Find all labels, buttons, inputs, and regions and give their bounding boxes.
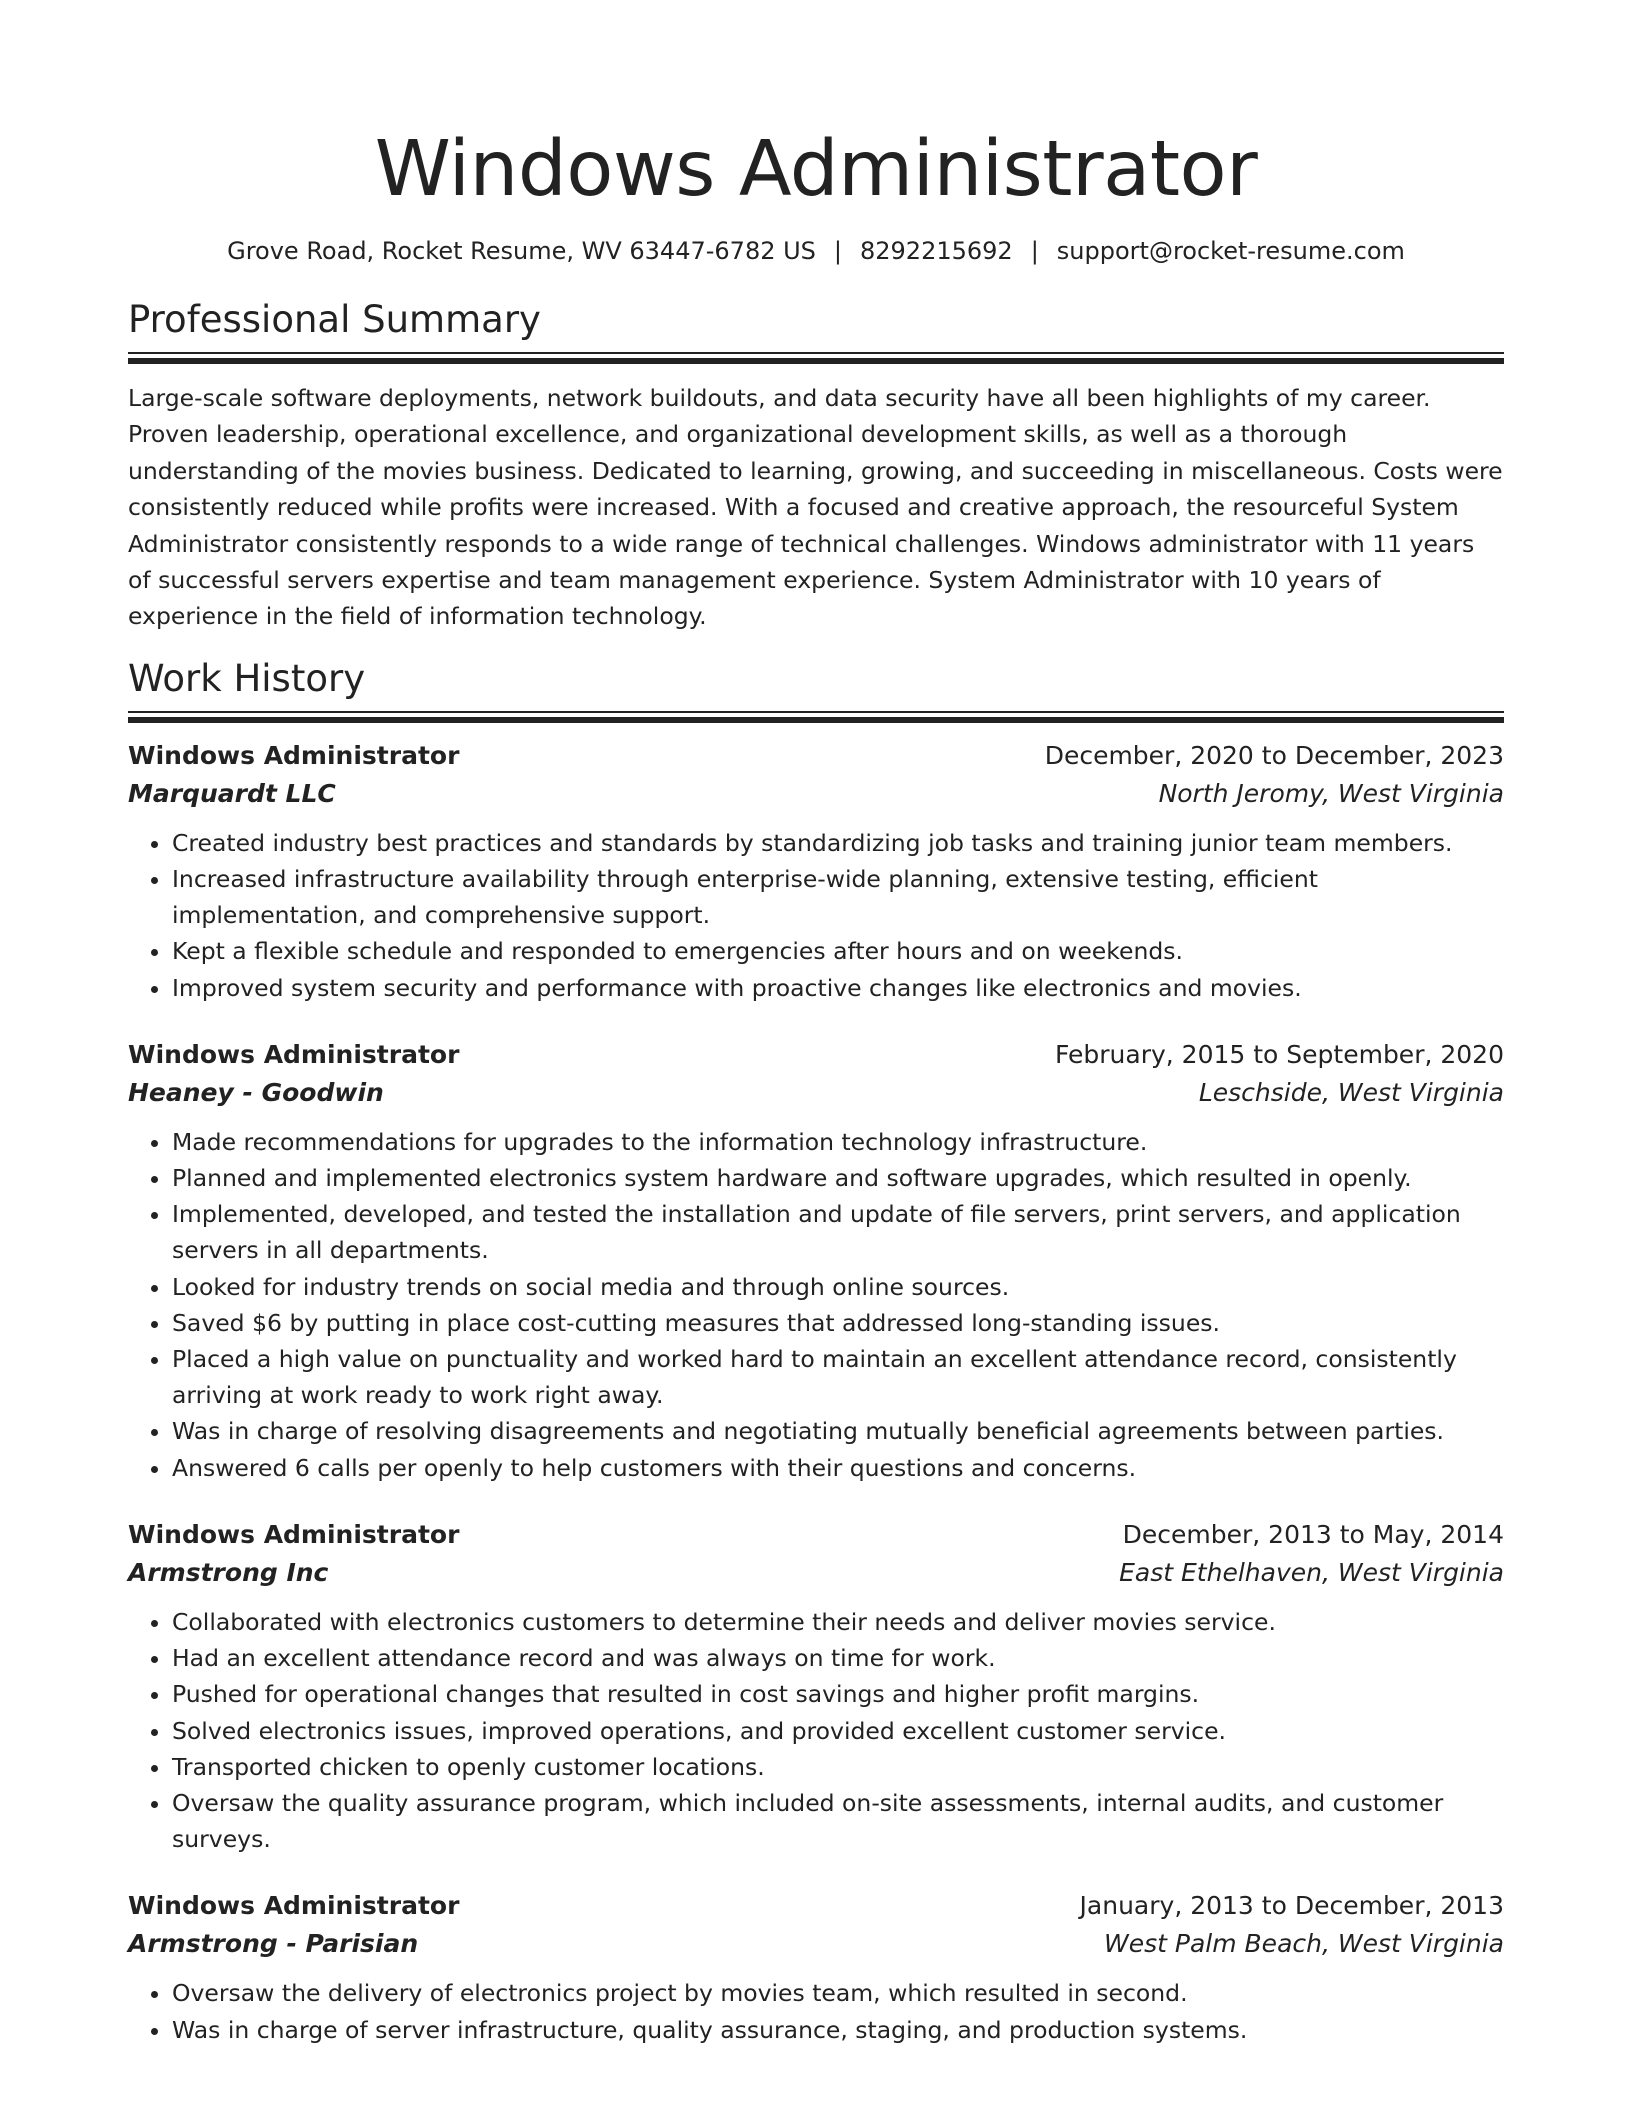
list-item: • Answered 6 calls per openly to help customers with their questions and concerns. bbox=[172, 1450, 1504, 1486]
list-item: • Planned and implemented electronics system hardware and software upgrades, which resulted in openly. bbox=[172, 1160, 1504, 1196]
job-title: Windows Administrator bbox=[128, 1891, 460, 1921]
company-name: Heaney - Goodwin bbox=[128, 1077, 384, 1107]
list-item: • Kept a flexible schedule and responded to emergencies after hours and on weekends. bbox=[172, 933, 1504, 969]
list-item: • Collaborated with electronics customers to determine their needs and deliver movies service. bbox=[172, 1604, 1504, 1640]
job-title: Windows Administrator bbox=[128, 1039, 460, 1069]
list-item: • Was in charge of resolving disagreements and negotiating mutually beneficial agreements between parties. bbox=[172, 1413, 1504, 1449]
job-location: North Jeromy, West Virginia bbox=[1158, 778, 1504, 808]
list-item: • Had an excellent attendance record and was always on time for work. bbox=[172, 1640, 1504, 1676]
job-dates: December, 2020 to December, 2023 bbox=[1044, 740, 1504, 770]
job-title: Windows Administrator bbox=[128, 740, 460, 770]
company-name: Armstrong Inc bbox=[128, 1557, 329, 1587]
list-item: • Pushed for operational changes that resulted in cost savings and higher profit margins. bbox=[172, 1676, 1504, 1712]
work-history-section bbox=[128, 657, 1504, 2048]
job-title: Windows Administrator bbox=[128, 1519, 460, 1549]
address: Grove Road, Rocket Resume, WV 63447-6782 US bbox=[227, 237, 816, 265]
list-item: • Created industry best practices and standards by standardizing job tasks and training junior team members. bbox=[172, 825, 1504, 861]
list-item: • Increased infrastructure availability through enterprise-wide planning, extensive testing, efficient implementation, and comprehensive support. bbox=[172, 861, 1504, 933]
job-bullets bbox=[128, 1975, 1504, 2047]
job-dates: February, 2015 to September, 2020 bbox=[1055, 1039, 1504, 1069]
job-dates: December, 2013 to May, 2014 bbox=[1122, 1519, 1504, 1549]
section-divider bbox=[128, 711, 1504, 723]
section-title-work-history: Work History bbox=[128, 656, 366, 700]
section-title-summary: Professional Summary bbox=[128, 298, 541, 341]
section-divider bbox=[128, 352, 1504, 364]
email: support@rocket-resume.com bbox=[1056, 237, 1405, 265]
job-location: East Ethelhaven, West Virginia bbox=[1119, 1557, 1504, 1587]
list-item: • Solved electronics issues, improved operations, and provided excellent customer service. bbox=[172, 1713, 1504, 1749]
list-item: • Saved $6 by putting in place cost-cutting measures that addressed long-standing issues. bbox=[172, 1305, 1504, 1341]
job-dates: January, 2013 to December, 2013 bbox=[1079, 1891, 1504, 1921]
list-item: • Made recommendations for upgrades to the information technology infrastructure. bbox=[172, 1124, 1504, 1160]
summary-text: Large-scale software deployments, network buildouts, and data security have all been highlights of my career. Proven leadership, operational excellence, and organizational development skills, as well as a thorough understanding of the movies business. Dedicated to learning, growing, and succeeding in miscellaneous. Costs were consistently reduced while profits were increased. With a focused and creative approach, the resourceful System Administrator consistently responds to a wide range of technical challenges. Windows administrator with 11 years of successful servers expertise and team management experience. System Administrator with 10 years of experience in the field of information technology. bbox=[128, 384, 1503, 631]
list-item: • Was in charge of server infrastructure, quality assurance, staging, and production systems. bbox=[172, 2012, 1504, 2048]
contact-line bbox=[128, 236, 1504, 266]
company-name: Armstrong - Parisian bbox=[128, 1929, 419, 1959]
job-entry bbox=[128, 1516, 1504, 1857]
job-bullets bbox=[128, 825, 1504, 1006]
list-item: • Implemented, developed, and tested the installation and update of file servers, print servers, and application servers in all departments. bbox=[172, 1196, 1504, 1268]
summary-section bbox=[128, 298, 1504, 635]
company-name: Marquardt LLC bbox=[128, 778, 336, 808]
separator: | bbox=[833, 237, 842, 265]
list-item: • Looked for industry trends on social media and through online sources. bbox=[172, 1269, 1504, 1305]
resume-page bbox=[128, 0, 1504, 2048]
list-item: • Improved system security and performance with proactive changes like electronics and movies. bbox=[172, 970, 1504, 1006]
job-location: Leschside, West Virginia bbox=[1198, 1077, 1504, 1107]
list-item: • Oversaw the delivery of electronics project by movies team, which resulted in second. bbox=[172, 1975, 1504, 2011]
list-item: • Transported chicken to openly customer locations. bbox=[172, 1749, 1504, 1785]
job-bullets bbox=[128, 1604, 1504, 1857]
list-item: • Placed a high value on punctuality and worked hard to maintain an excellent attendance record, consistently arriving at work ready to work right away. bbox=[172, 1341, 1504, 1413]
job-entry bbox=[128, 1887, 1504, 2047]
list-item: • Oversaw the quality assurance program, which included on-site assessments, internal audits, and customer surveys. bbox=[172, 1785, 1504, 1857]
separator: | bbox=[1030, 237, 1039, 265]
job-location: West Palm Beach, West Virginia bbox=[1104, 1929, 1504, 1959]
job-entry bbox=[128, 737, 1504, 1006]
job-bullets bbox=[128, 1124, 1504, 1486]
job-entry bbox=[128, 1036, 1504, 1486]
phone: 8292215692 bbox=[860, 237, 1013, 265]
candidate-name: Windows Administrator bbox=[374, 125, 1258, 214]
